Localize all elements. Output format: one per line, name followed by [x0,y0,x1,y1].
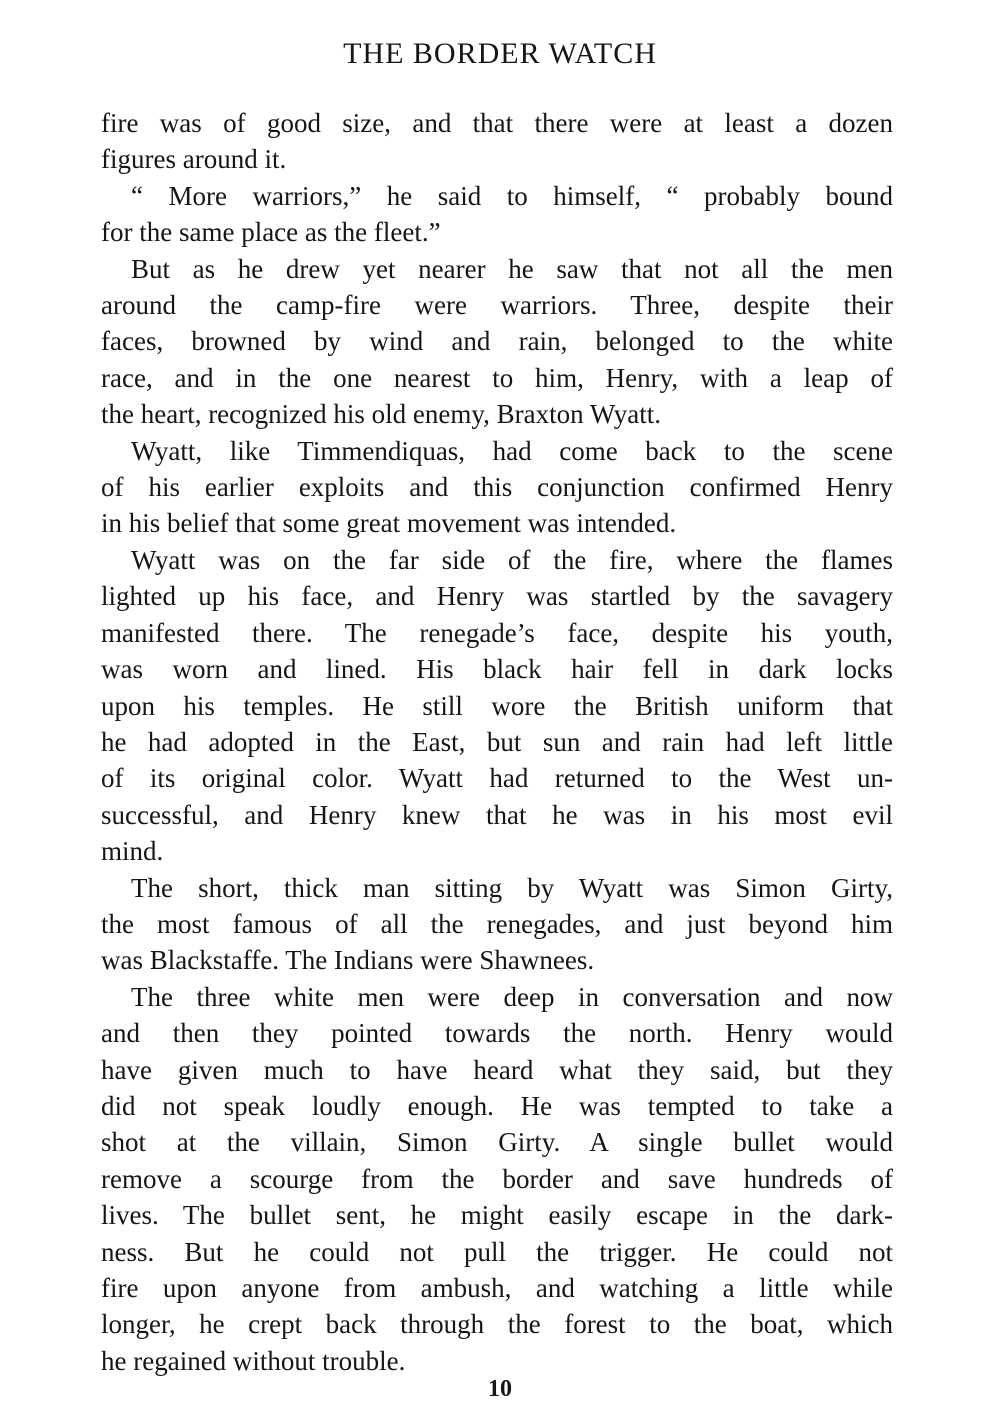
text-line: shot at the villain, Simon Girty. A single bullet would [101,1127,893,1158]
text-line: Wyatt was on the far side of the fire, where the flames [131,544,893,575]
paragraph [101,178,893,251]
page-number: 10 [488,1376,512,1402]
running-title: THE BORDER WATCH [343,37,657,70]
text-line: of its original color. Wyatt had returned to the West un- [101,763,893,794]
text-line: he regained without trouble. [101,1345,406,1376]
text-line: around the camp-fire were warriors. Three, despite their [101,290,893,321]
text-line: did not speak loudly enough. He was tempted to take a [101,1090,893,1121]
text-line: was worn and lined. His black hair fell in dark locks [101,654,893,685]
text-line: of his earlier exploits and this conjunction confirmed Henry [101,472,893,503]
text-line: upon his temples. He still wore the British uniform that [101,690,893,721]
text-line: race, and in the one nearest to him, Henry, with a leap of [101,362,893,393]
text-line: manifested there. The renegade’s face, despite his youth, [101,617,893,648]
paragraph [101,979,893,1379]
text-line: But as he drew yet nearer he saw that not all the men [131,253,893,284]
text-line: lives. The bullet sent, he might easily escape in the dark- [101,1200,893,1231]
text-line: The short, thick man sitting by Wyatt was Simon Girty, [131,872,893,903]
text-line: was Blackstaffe. The Indians were Shawnees. [101,945,595,976]
text-line: the heart, recognized his old enemy, Braxton Wyatt. [101,399,661,430]
text-line: faces, browned by wind and rain, belonged to the white [101,326,893,357]
body-text [101,105,893,1379]
text-line: ness. But he could not pull the trigger. He could not [101,1236,893,1267]
text-line: longer, he crept back through the forest to the boat, which [101,1309,893,1340]
text-line: successful, and Henry knew that he was in his most evil [101,799,893,830]
text-line: he had adopted in the East, but sun and rain had left little [101,726,893,757]
paragraph [101,433,893,542]
text-line: fire upon anyone from ambush, and watching a little while [101,1273,893,1303]
text-line: and then they pointed towards the north. Henry would [101,1018,893,1049]
text-line: in his belief that some great movement was intended. [101,508,677,539]
text-line: mind. [101,836,164,867]
text-line: “ More warriors,” he said to himself, “ probably bound [131,180,893,211]
text-line: the most famous of all the renegades, and just beyond him [101,908,893,939]
paragraph [101,251,893,433]
paragraph [101,105,893,178]
text-line: lighted up his face, and Henry was startled by the savagery [101,581,893,612]
paragraph [101,542,893,870]
text-line: Wyatt, like Timmendiquas, had come back to the scene [131,435,893,466]
text-line: for the same place as the fleet.” [101,217,441,248]
text-line: have given much to have heard what they said, but they [101,1054,893,1085]
text-line: fire was of good size, and that there were at least a dozen [101,108,893,138]
text-line: figures around it. [101,144,287,175]
paragraph [101,870,893,979]
text-line: remove a scourge from the border and save hundreds of [101,1163,893,1194]
text-line: The three white men were deep in conversation and now [131,981,893,1012]
